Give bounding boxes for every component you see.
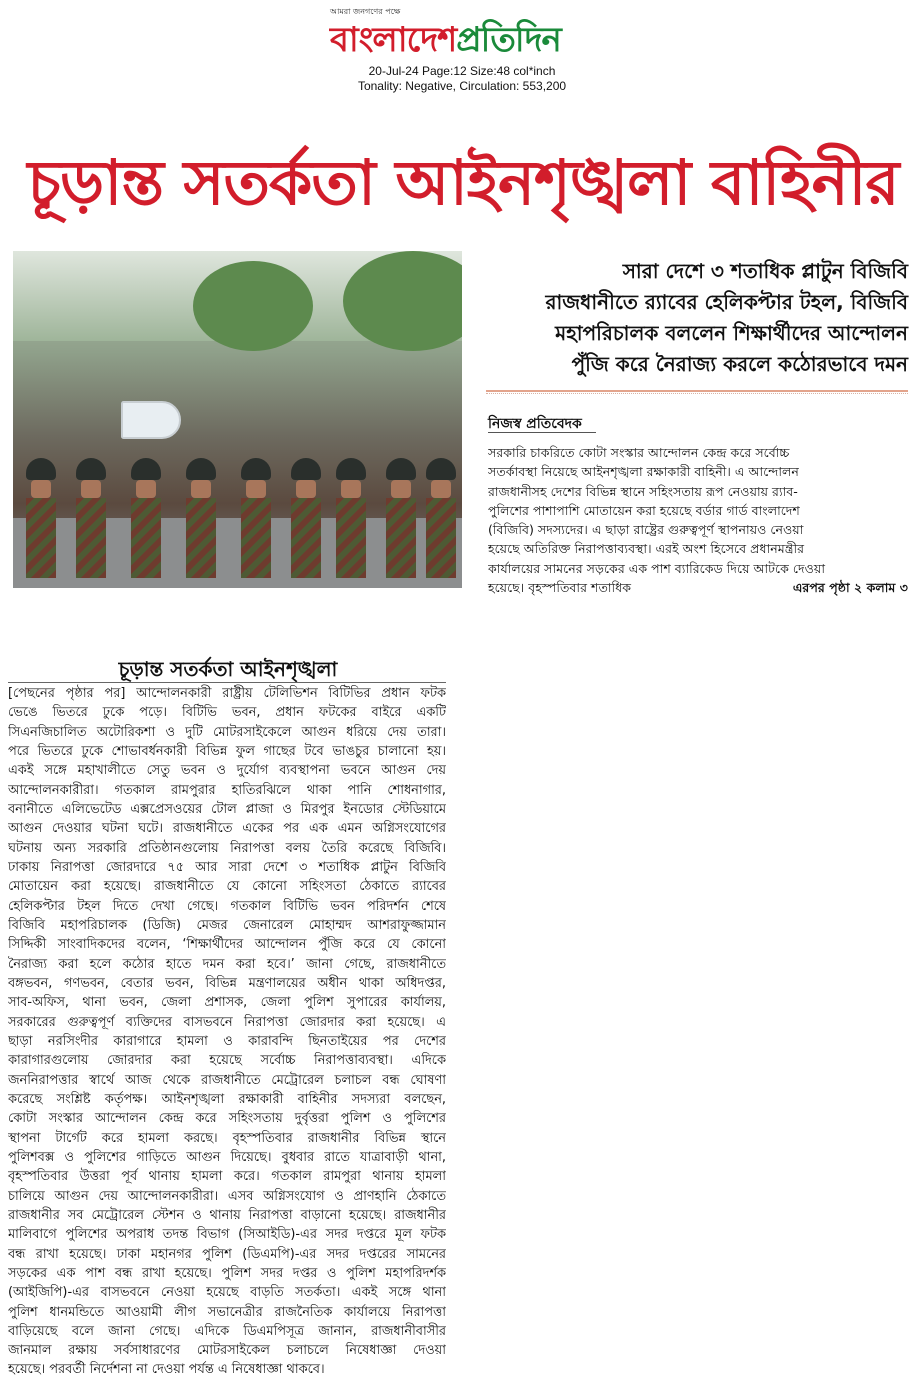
body-line: পুলিশ ধানমন্ডিতে আওয়ামী লীগ সভানেত্রীর রাজনৈতিক কার্যালয়ে নিরাপত্তা	[8, 1304, 446, 1320]
body-line: কোটা সংস্কার আন্দোলন কেন্দ্র করে সহিংসতায় দুর্বৃত্তরা পুলিশ ও পুলিশের	[8, 1111, 446, 1127]
body-line: বিজিবি মহাপরিচালক (ডিজি) মেজর জেনারেল মোহাম্মদ আশরাফুজ্জামান	[8, 917, 446, 933]
lead-line: কার্যালয়ের সামনের সড়কের এক পাশ ব্যারিকেড দিয়ে আটকে দেওয়া	[488, 560, 825, 576]
body-line: স্থাপনা টার্গেট করে হামলা করছে। বৃহস্পতিবার রাজধানীর বিভিন্ন স্থানে	[8, 1130, 446, 1146]
lead-line: (বিজিবি) সদস্যদের। এ ছাড়া রাষ্ট্রের গুরুত্বপূর্ণ স্থাপনায়ও নেওয়া	[488, 522, 804, 538]
body-line: পরে ভিতরে ঢুকে শোভাবর্ধনকারী বিভিন্ন ফুল গাছের টবে ভাঙচুর চালানো হয়।	[8, 743, 446, 759]
continuation-body	[8, 684, 446, 1380]
subhead-line: মহাপরিচালক বললেন শিক্ষার্থীদের আন্দোলন	[555, 321, 908, 345]
soldier-figure	[333, 458, 369, 578]
body-line: একই সঙ্গে মহাখালীতে সেতু ভবন ও দুর্যোগ ব্যবস্থাপনা ভবনে আগুন দেয়	[8, 763, 446, 779]
soldier-figure	[383, 458, 419, 578]
subhead-line: রাজধানীতে র‍্যাবের হেলিকপ্টার টহল, বিজিবি	[545, 290, 908, 314]
body-line: বাড়িয়েছে বলে জানা গেছে। এদিকে ডিএমপিসূত্র জানান, রাজধানীবাসীর	[8, 1323, 446, 1339]
newspaper-logo	[330, 14, 561, 71]
body-line: ছাড়া নরসিংদীর কারাগারে হামলা ও কারাবন্দি ছিনতাইয়ের পর দেশের	[8, 1033, 446, 1049]
continuation-title: চূড়ান্ত সতর্কতা আইনশৃঙ্খলা	[118, 657, 338, 681]
body-line: জননিরাপত্তার স্বার্থে আজ থেকে রাজধানীতে মেট্রোরেল চলাচল বন্ধ ঘোষণা	[8, 1072, 446, 1088]
body-line: পুলিশবক্স ও পুলিশের গাড়িতে আগুন দিয়েছে। বুধবার রাতে যাত্রাবাড়ী থানা,	[8, 1149, 446, 1165]
continuation-title-rule	[8, 682, 446, 683]
lead-line: হয়েছে অতিরিক্ত নিরাপত্তাব্যবস্থা। এরই অংশ হিসেবে প্রধানমন্ত্রীর	[488, 541, 804, 557]
soldier-figure	[73, 458, 109, 578]
body-line: জানমাল রক্ষায় সর্বসাধারণের মোটরসাইকেল চলাচলে নিষেধাজ্ঞা দেওয়া	[8, 1343, 446, 1359]
body-line: সড়কের এক পাশ বন্ধ রাখা হয়েছে। পুলিশ সদর দপ্তর ও পুলিশ মহাপরিদর্শক	[8, 1265, 446, 1281]
soldier-figure	[288, 458, 324, 578]
clipping-meta-line-2: Tonality: Negative, Circulation: 553,200	[357, 79, 567, 93]
byline-underline	[488, 432, 596, 433]
body-line: কারাগারগুলোয় জোরদার করা হয়েছে সর্বোচ্চ নিরাপত্তাব্যবস্থা। এদিকে	[8, 1053, 446, 1069]
subhead-divider	[486, 390, 908, 392]
body-line: সিদ্দিকী সাংবাদিকদের বলেন, ‘শিক্ষার্থীদের আন্দোলন পুঁজি করে যে কোনো	[8, 937, 446, 953]
lead-line: হয়েছে। বৃহস্পতিবার শতাধিক	[488, 580, 632, 596]
body-line: সিএনজিচালিত অটোরিকশা ও দুটি মোটরসাইকেলে আগুন ধরিয়ে দেয় তারা।	[8, 724, 446, 740]
body-line: রাজধানীর সব মেট্রোরেল স্টেশন ও থানায় নিরাপত্তা বাড়ানো হয়েছে। রাজধানীর	[8, 1207, 446, 1223]
body-line: ঘটনায় অন্য সরকারি প্রতিষ্ঠানগুলোয় নিরাপত্তা বলয় তৈরি করেছে বিজিবি।	[8, 840, 446, 856]
subhead-line: সারা দেশে ৩ শতাধিক প্লাটুন বিজিবি	[622, 259, 908, 283]
logo-part-2: প্রতিদিন	[456, 20, 561, 60]
masthead-tagline: আমরা জনগণের পক্ষে	[330, 7, 401, 16]
body-line: নৈরাজ্য করা হলে কঠোর হাতে দমন করা হবে।’ জানা গেছে, রাজধানীতে	[8, 956, 446, 972]
lead-line: রাজধানীসহ দেশের বিভিন্ন স্থানে সহিংসতায় রূপ নেওয়ায় র‍্যাব-	[488, 483, 798, 499]
body-line: আগুন দেওয়ার ঘটনা ঘটে। রাজধানীতে একের পর এক এমন অগ্নিসংযোগের	[8, 821, 446, 837]
body-line: বনানীতে এলিভেটেড এক্সপ্রেসওয়ের টোল প্লাজা ও মিরপুর ইনডোর স্টেডিয়ামে	[8, 801, 446, 817]
lead-line: সরকারি চাকরিতে কোটা সংস্কার আন্দোলন কেন্দ্র করে সর্বোচ্চ	[488, 445, 790, 460]
body-line: সাব-অফিস, থানা ভবন, জেলা প্রশাসক, জেলা পুলিশ সুপারের কার্যালয়,	[8, 995, 446, 1011]
lead-paragraph	[488, 443, 908, 597]
soldier-figure	[183, 458, 219, 578]
continued-jump-label: এরপর পৃষ্ঠা ২ কলাম ৩	[792, 580, 908, 596]
soldier-figure	[23, 458, 59, 578]
body-line: করেছে সংশ্লিষ্ট কর্তৃপক্ষ। আইনশৃঙ্খলা রক্ষাকারী বাহিনীর সদস্যরা বলছেন,	[8, 1091, 446, 1107]
lead-line: সতর্কাবস্থা নিয়েছে আইনশৃঙ্খলা রক্ষাকারী বাহিনী। এ আন্দোলন	[488, 464, 799, 480]
body-line: হেলিকপ্টার টহল দিতে দেখা গেছে। গতকাল বিটিভি ভবন পরিদর্শন শেষে	[8, 898, 446, 914]
megaphone-icon	[121, 401, 181, 439]
body-line: বঙ্গভবন, গণভবন, বেতার ভবন, বিভিন্ন মন্ত্রণালয়ের অধীন থাকা অধিদপ্তর,	[8, 975, 446, 991]
logo-part-1: বাংলাদেশ	[330, 20, 457, 60]
body-line: আন্দোলনকারীরা। গতকাল রামপুরার হাতিরঝিলে থাকা পানি শোধনাগার,	[8, 782, 446, 798]
body-line: [পেছনের পৃষ্ঠার পর] আন্দোলনকারী রাষ্ট্রীয় টেলিভিশন বিটিভির প্রধান ফটক	[8, 686, 446, 701]
soldier-figure	[128, 458, 164, 578]
clipping-meta-line-1: 20-Jul-24 Page:12 Size:48 col*inch	[368, 64, 556, 78]
byline: নিজস্ব প্রতিবেদক	[488, 416, 582, 432]
body-line: হয়েছে। পরবর্তী নির্দেশনা না দেওয়া পর্যন্ত এ নিষেধাজ্ঞা থাকবে।	[8, 1362, 325, 1378]
body-line: মোতায়েন করা হয়েছে। রাজধানীতে যে কোনো সহিংসতা ঠেকাতে র‍্যাবের	[8, 879, 446, 895]
lead-line: পুলিশের পাশাপাশি মোতায়েন করা হয়েছে বর্ডার গার্ড বাংলাদেশ	[488, 502, 800, 518]
soldier-figure	[423, 458, 459, 578]
news-photo	[13, 251, 462, 588]
body-line: সরকারের গুরুত্বপূর্ণ ব্যক্তিদের বাসভবনে নিরাপত্তা জোরদার করা হয়েছে। এ	[8, 1014, 446, 1030]
subhead-line: পুঁজি করে নৈরাজ্য করলে কঠোরভাবে দমন	[571, 352, 908, 376]
body-line: বন্ধ রাখা হয়েছে। ঢাকা মহানগর পুলিশ (ডিএমপি)-এর সদর দপ্তরের সামনের	[8, 1246, 446, 1262]
subheadline	[484, 256, 908, 380]
soldier-figure	[238, 458, 274, 578]
headline: চূড়ান্ত সতর্কতা আইনশৃঙ্খলা বাহিনীর	[27, 146, 899, 219]
body-line: মালিবাগে পুলিশের অপরাধ তদন্ত বিভাগ (সিআইডি)-এর সদর দপ্তরে মূল ফটক	[8, 1227, 446, 1243]
body-line: বৃহস্পতিবার উত্তরা পূর্ব থানায় হামলা করে। গতকাল রামপুরা থানায় হামলা	[8, 1169, 446, 1185]
body-line: ঢাকায় নিরাপত্তা জোরদারে ৭৫ আর সারা দেশে ৩ শতাধিক প্লাটুন বিজিবি	[8, 859, 446, 875]
body-line: ভেঙে ভিতরে ঢুকে পড়ে। বিটিভি ভবন, প্রধান ফটকের বাইরে একটি	[8, 705, 446, 721]
lead-last-line	[488, 578, 908, 597]
body-line: (আইজিপি)-এর বাসভবনে নেওয়া হয়েছে বাড়তি সতর্কতা। একই সঙ্গে থানা	[8, 1285, 446, 1301]
photo-tree	[193, 261, 313, 351]
subhead-divider-dotted	[486, 393, 908, 394]
body-line: চালিয়ে আগুন দেয় আন্দোলনকারীরা। এসব অগ্নিসংযোগ ও প্রাণহানি ঠেকাতে	[8, 1188, 446, 1204]
